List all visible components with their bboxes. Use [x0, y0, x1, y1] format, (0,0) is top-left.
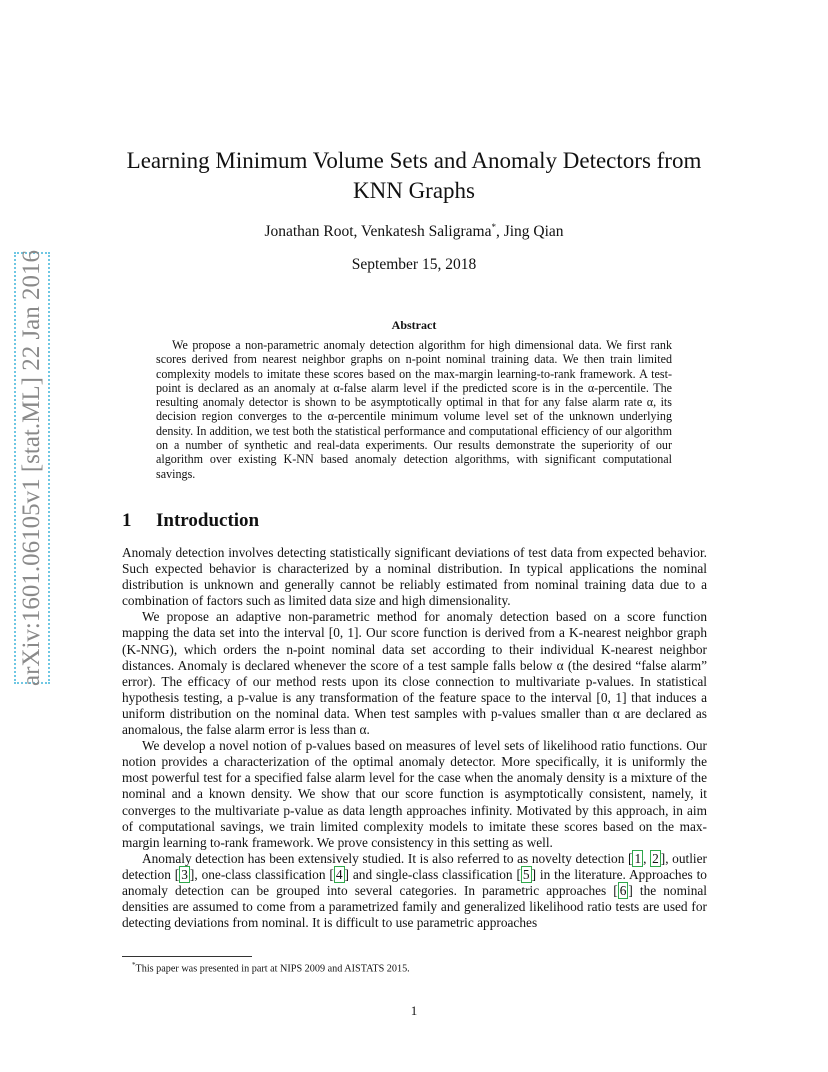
footnote-mark: *: [132, 961, 136, 969]
citation-link[interactable]: 3: [181, 866, 188, 882]
section-heading: [122, 510, 259, 532]
arxiv-stamp: [14, 249, 50, 687]
citation-link[interactable]: 1: [634, 850, 642, 866]
citation-link[interactable]: 2: [652, 850, 659, 866]
author-names-1: Jonathan Root, Venkatesh Saligrama: [264, 223, 492, 241]
paragraph-4: Anomaly detection has been extensively studied. It is also referred to as novelty detection [ 1 , 2 ], outlier detection [ 3 ], one-class classification [ 4 ] and single-class classification [ 5 ] in the literature. Approaches to anomaly detection can be grouped into several categories. In parametric approaches [ 6 ] the nominal densities are assumed to come from a parametrized family and generalized likelihood ratio tests are used for detecting deviations from nominal. It is difficult to use parametric approaches: [122, 850, 707, 931]
paper-title: Learning Minimum Volume Sets and Anomaly Detectors from KNN Graphs: [126, 148, 702, 203]
section-number: 1: [122, 510, 132, 531]
page-number: 1: [410, 1003, 418, 1018]
paragraph-2: We propose an adaptive non-parametric method for anomaly detection based on a score function mapping the data set into the interval [0, 1]. Our score function is derived from a K-nearest neighbor graph (K-NNG), which orders the n-point nominal data set according to their individual K-nearest neighbor distances. Anomaly is declared whenever the score of a test sample falls below α (the desired “false alarm” error). The efficacy of our method rests upon its close connection to multivariate p-values. In statistical hypothesis testing, a p-value is any transformation of the feature space to the interval [0, 1] that induces a uniform distribution on the nominal data. When test samples with p-values smaller than α are declared as anomalous, the false alarm error is less than α.: [122, 609, 707, 738]
footnote-text: This paper was presented in part at NIPS 2009 and AISTATS 2015.: [135, 963, 410, 975]
abstract-heading: Abstract: [391, 318, 437, 332]
paragraph-4-text: , one-class classification: [194, 866, 330, 882]
paper-date: September 15, 2018: [351, 256, 477, 273]
footnote: [122, 961, 707, 974]
arxiv-stamp-text: arXiv:1601.06105v1 [stat.ML] 22 Jan 2016: [18, 249, 45, 687]
author-list: [100, 222, 728, 241]
paragraph-1: Anomaly detection involves detecting statistically significant deviations of test data from expected behavior. Such expected behavior is characterized by a nominal distribution. In typical applications the nominal distribution is unknown and generally cannot be reliably estimated from nominal training data due to a combination of factors such as limited data size and high dimensionality.: [122, 545, 707, 609]
abstract-text: We propose a non-parametric anomaly detection algorithm for high dimensional data. We first rank scores derived from nearest neighbor graphs on n-point nominal training data. We then train limited complexity models to imitate these scores based on the max-margin learning-to-rank framework. A test-point is declared as an anomaly at α-false alarm level if the predicted score is in the α-percentile. The resulting anomaly detector is shown to be asymptotically optimal in that for any false alarm rate α, its decision region converges to the α-percentile minimum volume level set of the unknown underlying density. In addition, we test both the statistical performance and computational efficiency of our algorithm on a number of synthetic and real-data experiments. Our results demonstrate the superiority of our algorithm over existing K-NN based anomaly detection algorithms, with significant computational savings.: [156, 338, 672, 481]
citation-link[interactable]: 6: [619, 882, 627, 898]
citation-link[interactable]: 5: [522, 866, 530, 882]
citation-separator: ,: [643, 850, 651, 866]
author-names-2: , Jing Qian: [495, 223, 564, 241]
paragraph-3: We develop a novel notion of p-values based on measures of level sets of likelihood ratio functions. Our notion provides a characterization of the optimal anomaly detector. More specifically, it is uniformly the most powerful test for a specified false alarm level for the case when the anomaly density is a mixture of the nominal and a known density. We show that our score function is asymptotically consistent, namely, it converges to the multivariate p-value as data length approaches infinity. Motivated by this approach, in aim of computational savings, we train limited complexity models to imitate these scores based on the max-margin learning to-rank framework. We prove consistency in this setting as well.: [122, 738, 707, 850]
paragraph-4-text: in the literature. Approaches to anomaly detection can be grouped into several categories. In parametric approaches: [122, 866, 707, 898]
paragraph-4-text: , outlier detection: [122, 850, 707, 882]
footnote-rule: [122, 956, 252, 957]
paragraph-4-text: Anomaly detection has been extensively studied. It is also referred to as novelty detection: [142, 850, 628, 866]
section-body: [122, 545, 707, 931]
footnote-mark: *: [491, 222, 496, 232]
section-title: Introduction: [156, 510, 260, 531]
citation-link[interactable]: 4: [335, 866, 343, 882]
paragraph-4-text: the nominal densities are assumed to come from a parametrized family and generalized likelihood ratio tests are used for detecting deviations from nominal. It is difficult to use parametric approaches: [122, 882, 707, 931]
paragraph-4-text: and single-class classification: [348, 866, 517, 882]
